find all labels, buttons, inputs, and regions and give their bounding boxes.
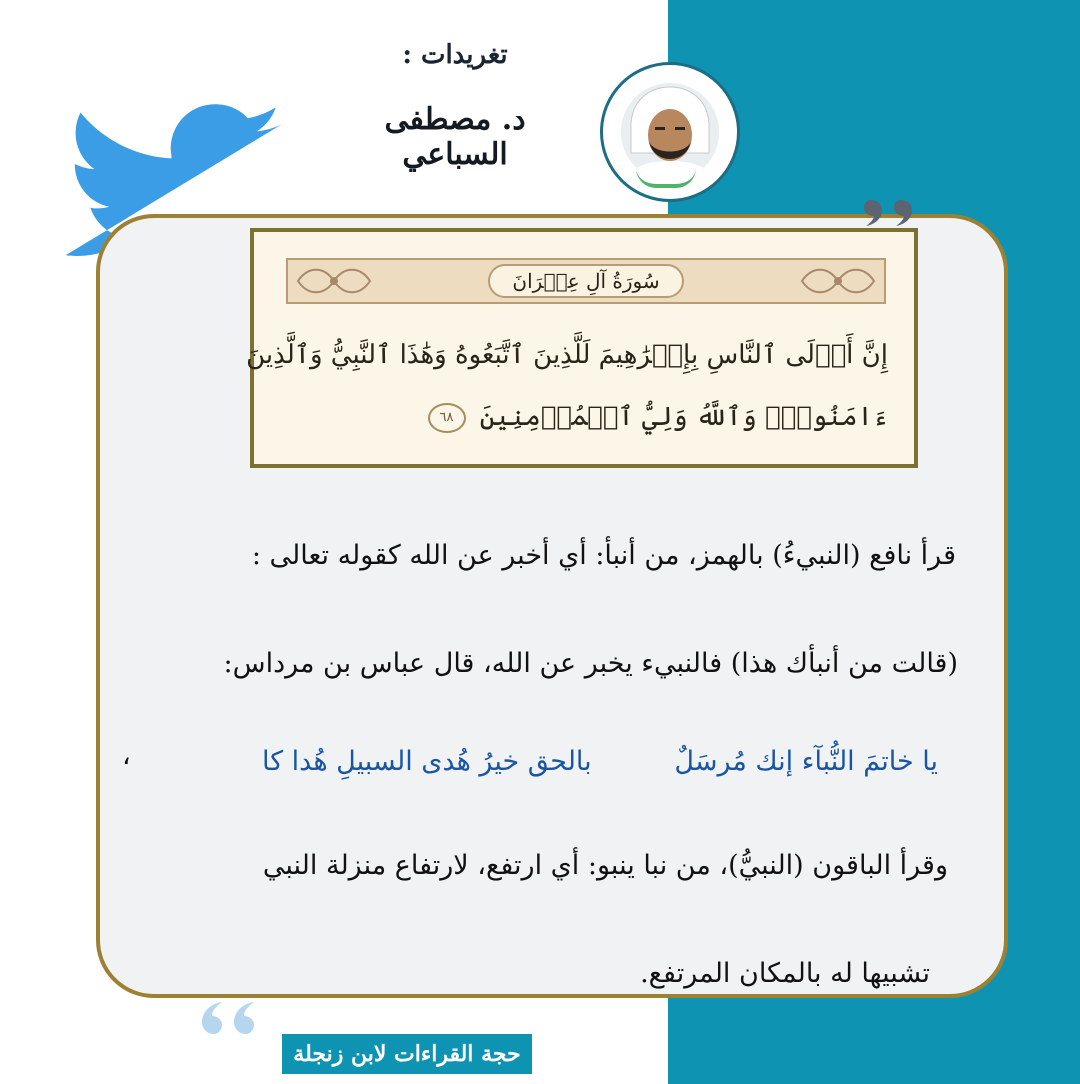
body-paragraph: (قالت من أنبأك هذا) فالنبيء يخبر عن الله، قال عباس بن مرداس: (223, 648, 958, 679)
sura-name: سُورَةُ آلِ عِمۡرَانَ (488, 264, 684, 298)
poem-second-hemistich: بالحق خيرُ هُدى السبيلِ هُدا كا (262, 746, 592, 777)
person-portrait-icon (621, 83, 719, 181)
avatar-photo (621, 83, 719, 181)
body-paragraph: قرأ نافع (النبيءُ) بالهمز، من أنبأ: أي أخبر عن الله كقوله تعالى : (251, 540, 956, 571)
quran-verse-frame (246, 228, 918, 468)
ayah-number: ٦٨ (428, 403, 466, 433)
sura-banner (286, 258, 886, 304)
header-title: تغريدات : (402, 40, 508, 70)
ornament-icon (798, 264, 878, 298)
verse-line: إِنَّ أَوۡلَى ٱلنَّاسِ بِإِبۡرَٰهِيمَ لَلَّذِينَ ٱتَّبَعُوهُ وَهَٰذَا ٱلنَّبِيُّ وَٱلَّذِينَ (246, 340, 888, 370)
source-label: حجة القراءات لابن زنجلة (282, 1034, 532, 1074)
quote-mark-icon (862, 196, 918, 226)
quote-mark-icon (198, 1000, 258, 1036)
ornament-icon (294, 264, 374, 298)
poem-comma: ، (122, 740, 131, 771)
body-paragraph: تشبيها له بالمكان المرتفع. (640, 958, 930, 989)
verse-text: ءَامَنُواْۗ وَٱللَّهُ وَلِيُّ ٱلۡمُؤۡمِنِينَ (479, 402, 888, 432)
verse-line (272, 402, 888, 433)
author-name: د. مصطفى السباعي (384, 102, 526, 172)
poem-first-hemistich: يا خاتمَ النُّبآء إنك مُرسَلٌ (674, 746, 938, 777)
body-paragraph: وقرأ الباقون (النبيُّ)، من نبا ينبو: أي ارتفع، لارتفاع منزلة النبي (262, 850, 948, 881)
